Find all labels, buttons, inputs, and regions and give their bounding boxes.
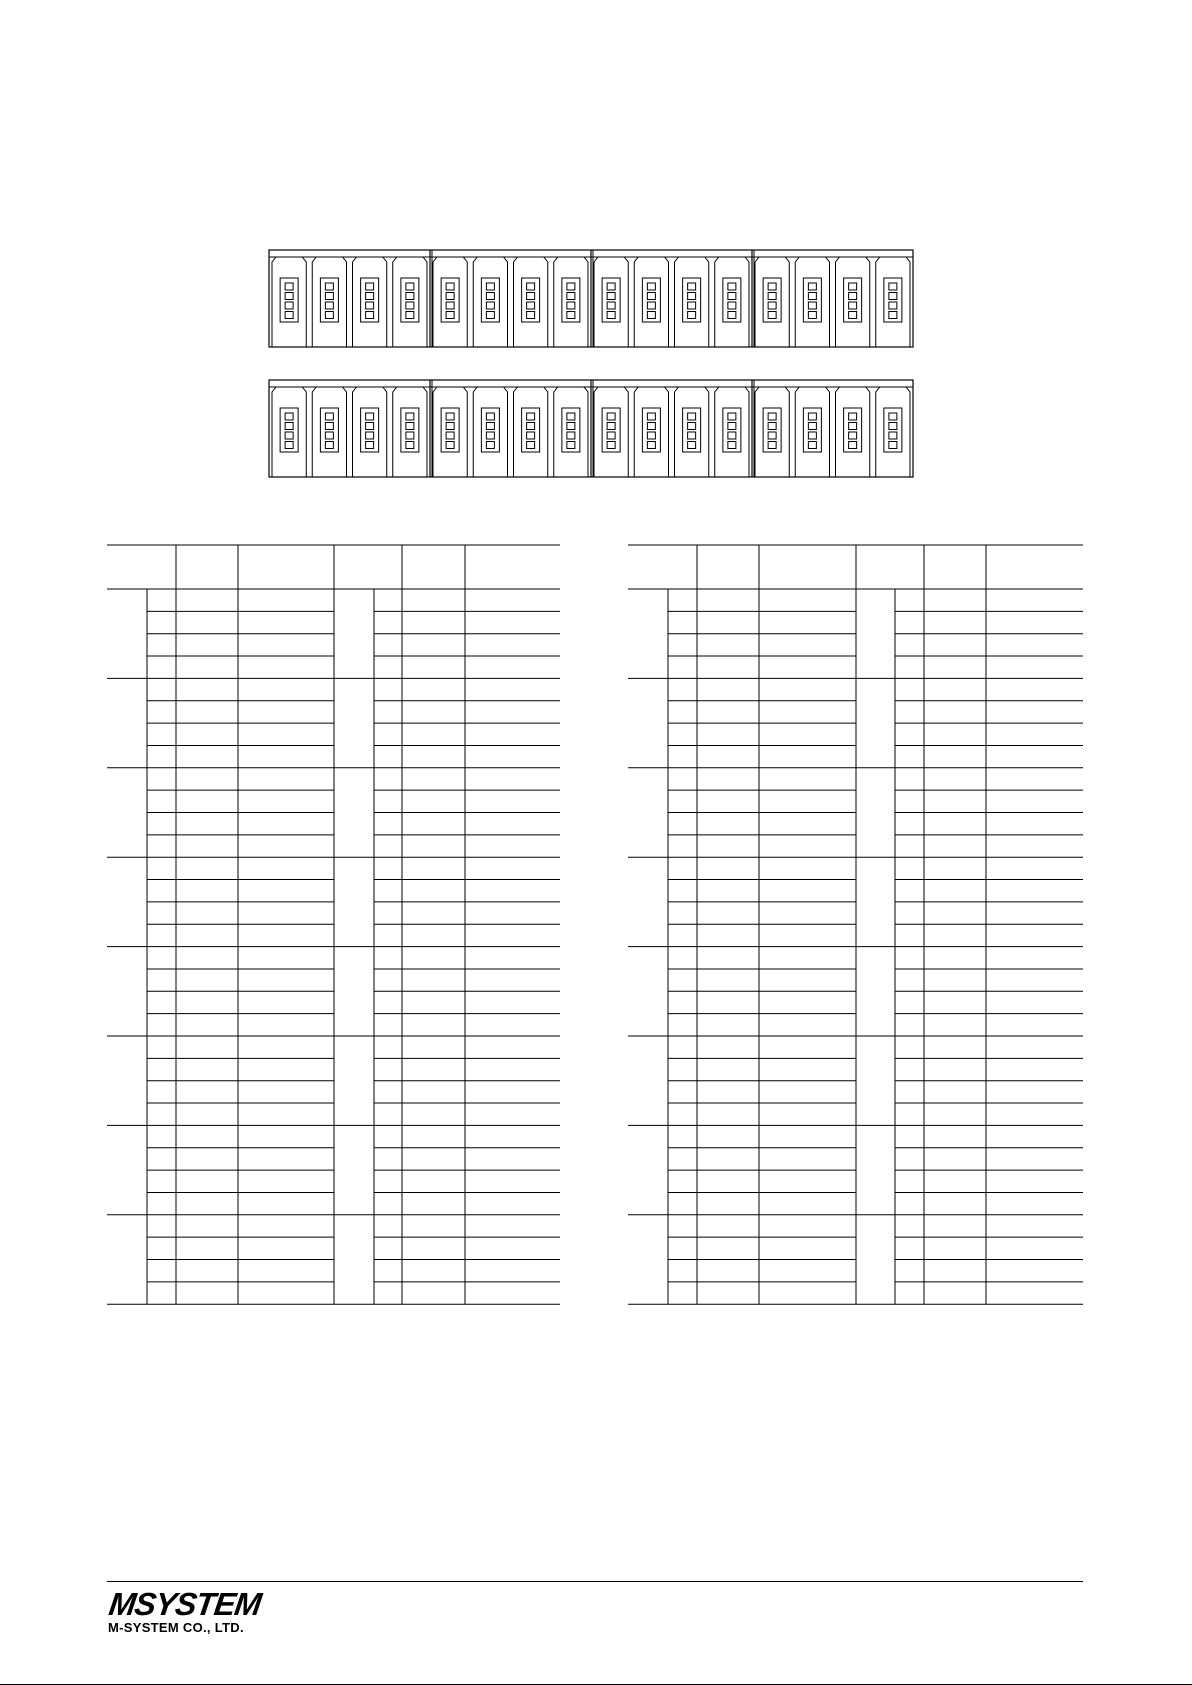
pin-icon (607, 283, 615, 290)
company-name: M-SYSTEM CO., LTD. (108, 1620, 244, 1635)
pin-icon (768, 302, 776, 309)
pin-icon (366, 302, 374, 309)
pin-icon (567, 413, 575, 420)
pin-icon (285, 293, 293, 300)
pin-icon (688, 432, 696, 439)
pin-icon (688, 293, 696, 300)
pin-icon (889, 423, 897, 430)
pin-icon (849, 423, 857, 430)
pin-icon (607, 312, 615, 319)
pin-icon (486, 293, 494, 300)
pin-icon (567, 442, 575, 449)
pin-icon (567, 312, 575, 319)
pin-icon (849, 312, 857, 319)
pin-icon (768, 293, 776, 300)
pin-icon (889, 312, 897, 319)
pin-icon (446, 293, 454, 300)
pin-icon (688, 423, 696, 430)
pin-icon (607, 413, 615, 420)
pin-icon (325, 293, 333, 300)
pin-icon (446, 432, 454, 439)
pin-icon (527, 283, 535, 290)
pin-icon (647, 423, 655, 430)
pin-icon (849, 432, 857, 439)
pin-icon (366, 293, 374, 300)
pin-icon (325, 442, 333, 449)
pin-icon (647, 413, 655, 420)
pin-icon (647, 283, 655, 290)
pin-icon (366, 413, 374, 420)
pin-icon (889, 293, 897, 300)
brand-logo: MSYSTEM (106, 1586, 264, 1622)
pin-icon (889, 442, 897, 449)
pin-icon (607, 302, 615, 309)
pin-icon (688, 413, 696, 420)
pin-icon (406, 302, 414, 309)
pin-icon (285, 432, 293, 439)
pin-icon (446, 413, 454, 420)
pin-icon (647, 432, 655, 439)
pin-icon (486, 423, 494, 430)
pin-icon (567, 432, 575, 439)
pin-icon (527, 442, 535, 449)
pin-icon (607, 423, 615, 430)
pin-icon (567, 283, 575, 290)
pin-icon (486, 312, 494, 319)
pin-icon (366, 432, 374, 439)
pin-icon (728, 283, 736, 290)
pin-icon (527, 293, 535, 300)
pin-icon (567, 423, 575, 430)
pin-icon (486, 283, 494, 290)
pin-icon (889, 413, 897, 420)
pin-icon (567, 293, 575, 300)
pin-icon (486, 302, 494, 309)
pin-icon (406, 442, 414, 449)
pin-icon (406, 432, 414, 439)
pin-icon (808, 283, 816, 290)
pin-icon (728, 302, 736, 309)
pin-icon (728, 432, 736, 439)
pin-icon (688, 442, 696, 449)
pin-icon (688, 302, 696, 309)
pin-icon (285, 413, 293, 420)
pin-icon (486, 442, 494, 449)
pin-icon (849, 413, 857, 420)
pin-icon (527, 302, 535, 309)
pin-icon (647, 302, 655, 309)
pin-icon (527, 432, 535, 439)
pin-icon (325, 302, 333, 309)
pin-icon (607, 293, 615, 300)
footer-divider (107, 1581, 1083, 1582)
pin-icon (688, 283, 696, 290)
pin-icon (285, 312, 293, 319)
pin-icon (607, 432, 615, 439)
pin-icon (728, 413, 736, 420)
pin-icon (567, 302, 575, 309)
pin-icon (849, 442, 857, 449)
pin-icon (728, 423, 736, 430)
pin-icon (808, 432, 816, 439)
pin-icon (889, 432, 897, 439)
pin-icon (768, 423, 776, 430)
pin-icon (768, 283, 776, 290)
pin-icon (446, 442, 454, 449)
pin-icon (446, 423, 454, 430)
pin-icon (366, 312, 374, 319)
pin-icon (325, 432, 333, 439)
pin-icon (325, 423, 333, 430)
pin-icon (808, 293, 816, 300)
pin-icon (849, 293, 857, 300)
pin-icon (486, 432, 494, 439)
pin-icon (446, 302, 454, 309)
pin-icon (808, 423, 816, 430)
pin-icon (446, 312, 454, 319)
pin-icon (325, 283, 333, 290)
pin-icon (808, 302, 816, 309)
pin-icon (728, 293, 736, 300)
pin-icon (607, 442, 615, 449)
pin-icon (325, 312, 333, 319)
pin-icon (647, 312, 655, 319)
pin-icon (889, 302, 897, 309)
pin-icon (406, 283, 414, 290)
pin-icon (688, 312, 696, 319)
pin-icon (486, 413, 494, 420)
pin-icon (325, 413, 333, 420)
pin-icon (406, 312, 414, 319)
pin-icon (768, 413, 776, 420)
pin-icon (366, 423, 374, 430)
pin-icon (768, 432, 776, 439)
pin-icon (808, 413, 816, 420)
pin-icon (285, 442, 293, 449)
pin-icon (808, 312, 816, 319)
pin-icon (527, 423, 535, 430)
pin-icon (728, 442, 736, 449)
pin-icon (446, 283, 454, 290)
pin-icon (849, 283, 857, 290)
pin-icon (647, 442, 655, 449)
pin-icon (285, 423, 293, 430)
pin-icon (366, 442, 374, 449)
pin-icon (285, 283, 293, 290)
pin-icon (647, 293, 655, 300)
pin-icon (527, 413, 535, 420)
pin-icon (366, 283, 374, 290)
pin-icon (808, 442, 816, 449)
pin-icon (527, 312, 535, 319)
pin-icon (728, 312, 736, 319)
pin-icon (889, 283, 897, 290)
pin-icon (406, 423, 414, 430)
pin-icon (285, 302, 293, 309)
pin-icon (406, 413, 414, 420)
pin-icon (768, 442, 776, 449)
pin-icon (768, 312, 776, 319)
pin-icon (849, 302, 857, 309)
pin-icon (406, 293, 414, 300)
